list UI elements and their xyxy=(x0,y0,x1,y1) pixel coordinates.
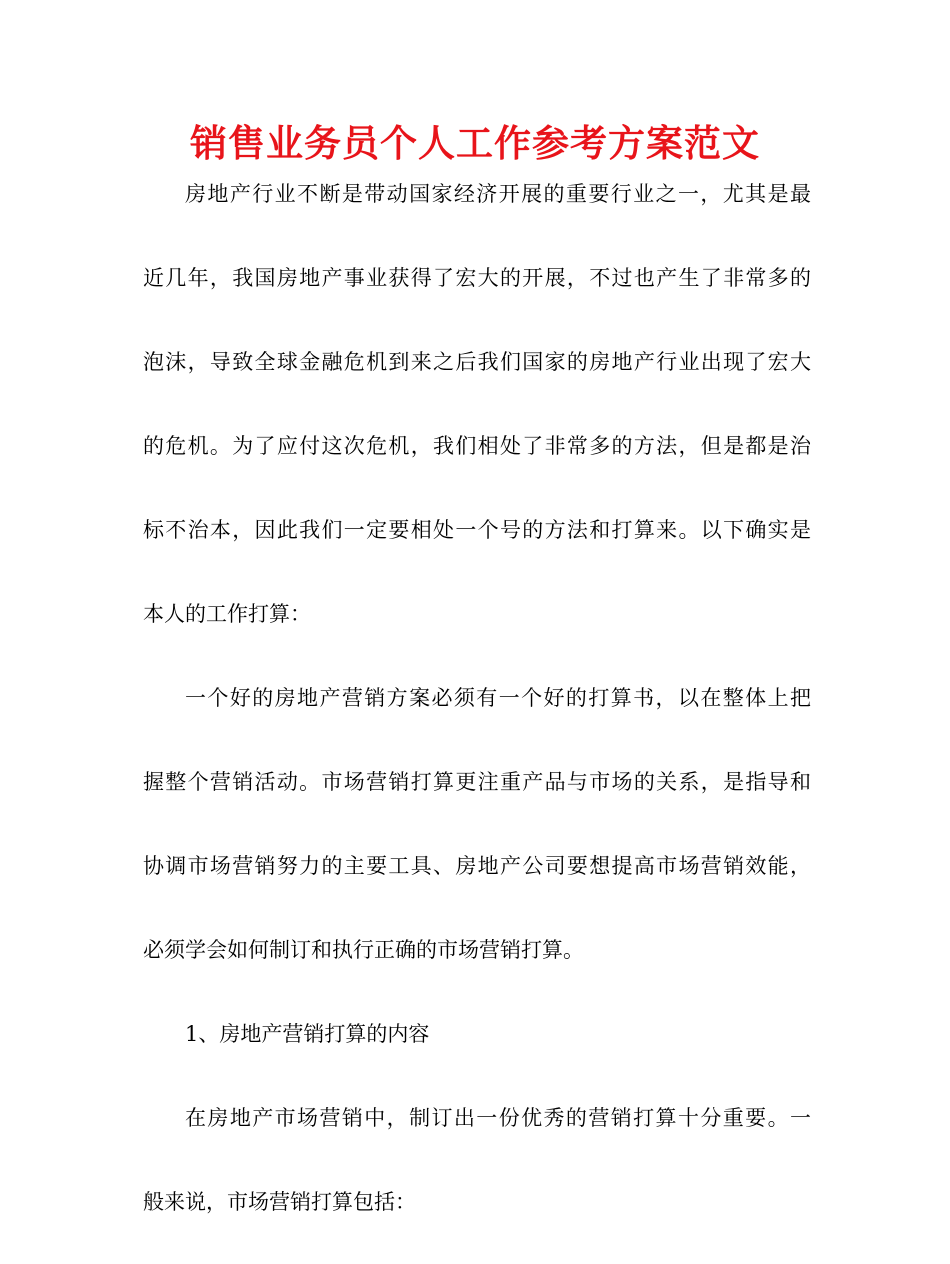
paragraph-line: 房地产行业不断是带动国家经济开展的重要行业之一，尤其是最 xyxy=(185,182,811,206)
paragraph-line: 握整个营销活动。市场营销打算更注重产品与市场的关系，是指导和 xyxy=(143,770,811,794)
paragraph-line: 标不治本，因此我们一定要相处一个号的方法和打算来。以下确实是 xyxy=(143,518,811,542)
document-body xyxy=(143,172,811,1264)
paragraph-line: 协调市场营销努力的主要工具、房地产公司要想提高市场营销效能， xyxy=(143,854,811,878)
paragraph-line: 必须学会如何制订和执行正确的市场营销打算。 xyxy=(143,938,584,962)
paragraph-line: 本人的工作打算： xyxy=(143,602,311,626)
paragraph-line: 近几年，我国房地产事业获得了宏大的开展，不过也产生了非常多的 xyxy=(143,266,811,290)
paragraph-line: 的危机。为了应付这次危机，我们相处了非常多的方法，但是都是治 xyxy=(143,434,811,458)
document-title: 销售业务员个人工作参考方案范文 xyxy=(190,122,760,165)
section-heading: 1、房地产营销打算的内容 xyxy=(185,1022,430,1046)
paragraph-line: 泡沫，导致全球金融危机到来之后我们国家的房地产行业出现了宏大 xyxy=(143,350,811,374)
paragraph-line: 般来说，市场营销打算包括： xyxy=(143,1190,416,1214)
paragraph-line: 在房地产市场营销中，制订出一份优秀的营销打算十分重要。一 xyxy=(185,1106,811,1130)
paragraph-line: 一个好的房地产营销方案必须有一个好的打算书，以在整体上把 xyxy=(185,686,811,710)
